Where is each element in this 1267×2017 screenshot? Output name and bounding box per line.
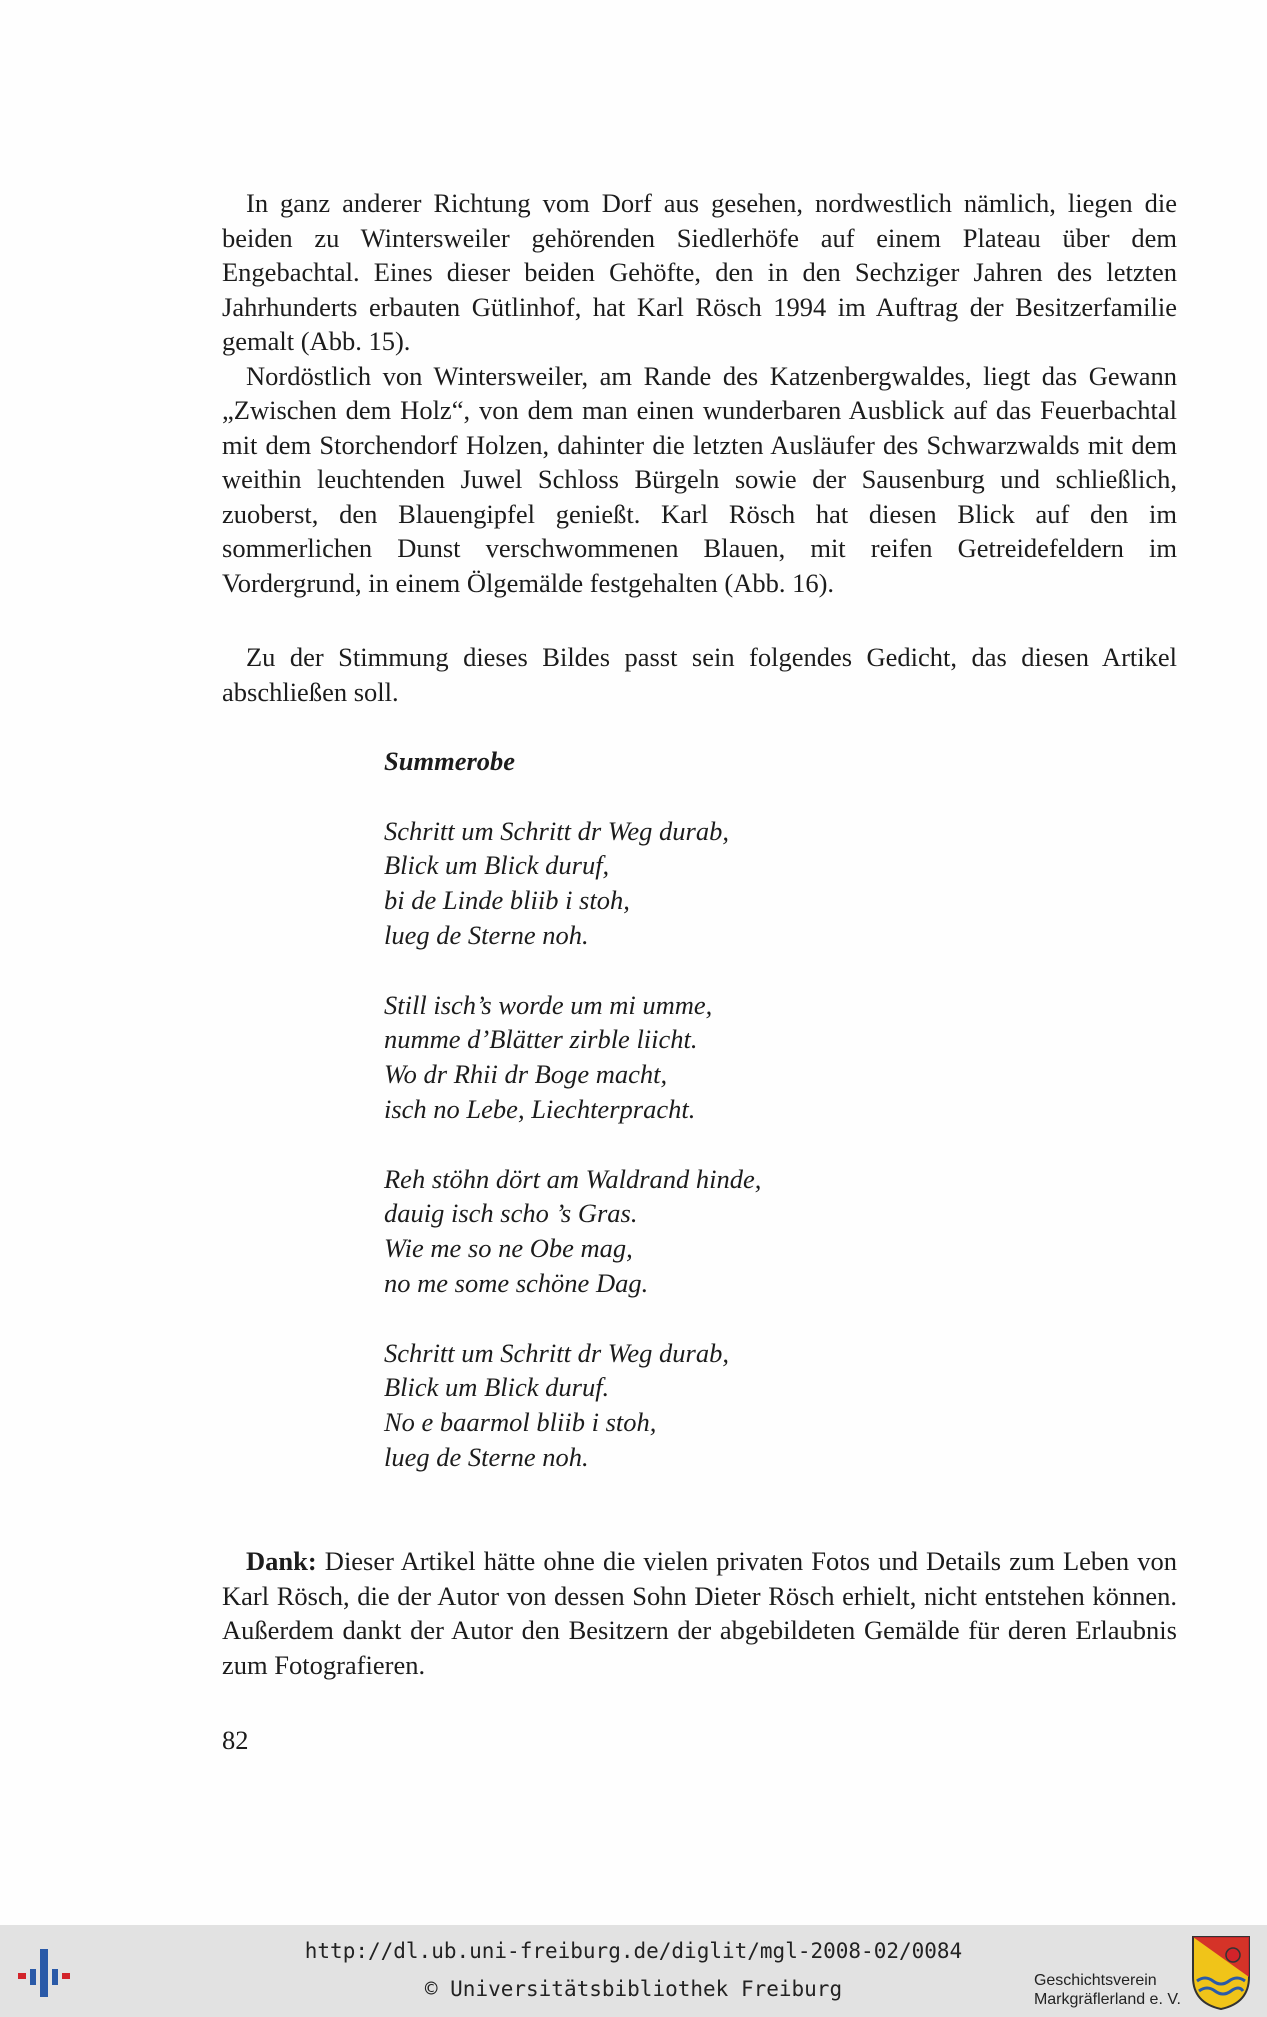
poem-stanza-3	[384, 1162, 761, 1301]
poem-line: Schritt um Schritt dr Weg durab,	[384, 1337, 729, 1368]
poem-line: dauig isch scho ’s Gras.	[384, 1198, 638, 1229]
poem-line: Blick um Blick duruf,	[384, 850, 610, 881]
body-text-intro	[222, 640, 1177, 709]
publisher-name[interactable]	[1034, 1971, 1181, 2009]
poem-line: Still isch’s worde um mi umme,	[384, 989, 713, 1020]
acknowledgement-text: Dieser Artikel hätte ohne die vielen privaten Fotos und Details zum Leben von Karl Rösch, die der Autor von dessen Sohn Dieter Rösch erhielt, nicht entstehen können. Außerdem dankt der Autor den Besitzern der abgebildeten Gemälde für deren Erlaubnis zum Fotografieren.	[222, 1546, 1177, 1680]
publisher-name-line1: Geschichtsverein	[1033, 1972, 1157, 1989]
paragraph-zwischen-dem-holz: Nordöstlich von Wintersweiler, am Rande des Katzenbergwaldes, liegt das Gewann „Zwischen dem Holz“, von dem man einen wunderbaren Ausblick auf das Feuerbachtal mit dem Storchendorf Holzen, dahinter die letzten Ausläufer des Schwarzwalds mit dem weithin leuchtenden Juwel Schloss Bürgeln sowie der Sausenburg und schließlich, zuoberst, den Blauengipfel genießt. Karl Rösch hat diesen Blick auf den im sommerlichen Dunst verschwommenen Blauen, mit reifen Getreidefeldern im Vordergrund, in einem Ölgemälde festgehalten (Abb. 16).	[222, 360, 1177, 598]
acknowledgement-label: Dank:	[246, 1546, 317, 1576]
source-url-link[interactable]: http://dl.ub.uni-freiburg.de/diglit/mgl-2008-02/0084	[304, 1939, 963, 1963]
poem-line: Wie me so ne Obe mag,	[384, 1233, 633, 1264]
poem-title: Summerobe	[384, 746, 516, 776]
acknowledgement	[222, 1544, 1177, 1682]
poem-line: Wo dr Rhii dr Boge macht,	[384, 1059, 668, 1090]
poem-line: Blick um Blick duruf.	[384, 1372, 610, 1403]
poem-line: isch no Lebe, Liechterpracht.	[384, 1093, 696, 1124]
poem-line: bi de Linde bliib i stoh,	[384, 885, 630, 916]
paragraph-poem-intro: Zu der Stimmung dieses Bildes passt sein folgendes Gedicht, das diesen Artikel abschließen soll.	[222, 642, 1177, 707]
poem-line: lueg de Sterne noh.	[384, 919, 589, 950]
poem-stanza-2	[384, 988, 761, 1127]
paragraph-guetlinhof: In ganz anderer Richtung vom Dorf aus gesehen, nordwestlich nämlich, liegen die beiden zu Wintersweiler gehörenden Siedlerhöfe auf einem Plateau über dem Engebachtal. Eines dieser beiden Gehöfte, den in den Sechziger Jahren des letzten Jahrhunderts erbauten Gütlinhof, hat Karl Rösch 1994 im Auftrag der Besitzerfamilie gemalt (Abb. 15).	[222, 188, 1177, 356]
footer-bar	[0, 1925, 1267, 2017]
poem-line: No e baarmol bliib i stoh,	[384, 1407, 657, 1438]
body-text-top	[222, 186, 1177, 600]
acknowledgement-paragraph	[222, 1544, 1177, 1682]
copyright-notice: © Universitätsbibliothek Freiburg	[424, 1977, 843, 2001]
poem-line: Schritt um Schritt dr Weg durab,	[384, 815, 729, 846]
page-number: 82	[222, 1725, 249, 1755]
poem-line: lueg de Sterne noh.	[384, 1441, 589, 1472]
poem-stanza-1	[384, 814, 761, 953]
coat-of-arms-icon	[1189, 1933, 1253, 2011]
poem-line: Reh stöhn dört am Waldrand hinde,	[384, 1163, 762, 1194]
poem	[384, 744, 761, 1510]
poem-stanza-4	[384, 1336, 761, 1475]
poem-line: no me some schöne Dag.	[384, 1267, 649, 1298]
poem-line: numme d’Blätter zirble liicht.	[384, 1024, 698, 1055]
publisher-name-line2: Markgräflerland e. V.	[1033, 1991, 1181, 2008]
